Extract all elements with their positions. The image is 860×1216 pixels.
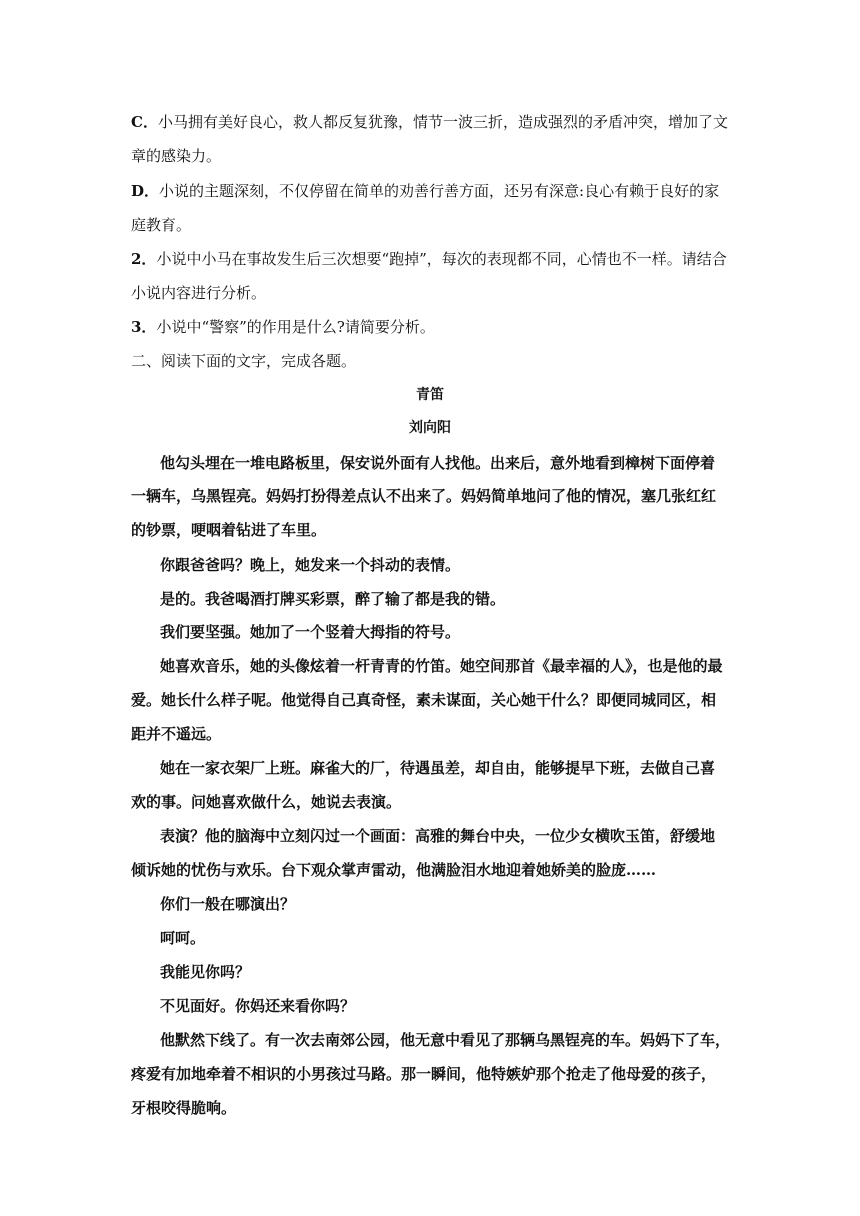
story-line: 一辆车，乌黑锃亮。妈妈打扮得差点认不出来了。妈妈简单地问了他的情况，塞几张红红 (131, 487, 717, 505)
option-c-line2: 章的感染力。 (131, 147, 222, 165)
story-line: 不见面好。你妈还来看你吗？ (160, 997, 356, 1015)
question-3-text: 小说中“警察”的作用是什么?请简要分析。 (156, 318, 435, 336)
option-d-line2: 庭教育。 (131, 216, 192, 234)
story-line: 她在一家衣架厂上班。麻雀大的厂，待遇虽差，却自由，能够提早下班，去做自己喜 (160, 759, 716, 777)
story-line: 我们要坚强。她加了一个竖着大拇指的符号。 (160, 623, 461, 641)
option-d-text: 小说的主题深刻，不仅停留在简单的劝善行善方面，还另有深意:良心有赖于良好的家 (159, 182, 720, 200)
story-line: 你们一般在哪演出？ (160, 895, 296, 913)
story-line: 她喜欢音乐，她的头像炫着一杆青青的竹笛。她空间那首《最幸福的人》，也是他的最 (160, 657, 723, 675)
story-line: 欢的事。问她喜欢做什么，她说去表演。 (131, 793, 402, 811)
question-2-line2: 小说内容进行分析。 (131, 284, 267, 302)
story-line: 距并不遥远。 (131, 725, 222, 743)
option-c-text: 小马拥有美好良心，救人都反复犹豫，情节一波三折，造成强烈的矛盾冲突，增加了文 (157, 113, 728, 131)
story-line: 疼爱有加地牵着不相识的小男孩过马路。那一瞬间，他特嫉妒那个抢走了他母爱的孩子， (131, 1065, 717, 1083)
story-line: 倾诉她的忧伤与欢乐。台下观众掌声雷动，他满脸泪水地迎着她娇美的脸庞…… (131, 861, 657, 879)
story-line: 爱。她长什么样子呢。他觉得自己真奇怪，素未谋面，关心她干什么？即便同城同区，相 (131, 691, 717, 709)
story-line: 的钞票，哽咽着钻进了车里。 (131, 521, 327, 539)
option-d-letter: D． (131, 182, 160, 200)
option-d-line1 (131, 180, 719, 201)
question-3-line1 (131, 316, 435, 337)
story-line: 我能见你吗？ (160, 963, 251, 981)
story-line: 表演？他的脑海中立刻闪过一个画面：高雅的舞台中央，一位少女横吹玉笛，舒缓地 (160, 827, 716, 845)
story-line: 呵呵。 (160, 929, 206, 947)
story-line: 他默然下线了。有一次去南郊公园，他无意中看见了那辆乌黑锃亮的车。妈妈下了车， (160, 1031, 731, 1049)
option-c-letter: C． (131, 113, 158, 131)
story-line: 他勾头埋在一堆电路板里，保安说外面有人找他。出来后，意外地看到樟树下面停着 (160, 454, 716, 472)
story-line: 是的。我爸喝酒打牌买彩票，醉了输了都是我的错。 (160, 590, 506, 608)
story-author: 刘向阳 (409, 420, 451, 436)
story-line: 牙根咬得脆响。 (131, 1099, 237, 1117)
question-2-text: 小说中小马在事故发生后三次想要“跑掉”，每次的表现都不同，心情也不一样。请结合 (156, 250, 727, 268)
story-line: 你跟爸爸吗？晚上，她发来一个抖动的表情。 (160, 556, 461, 574)
question-2-number: 2． (131, 250, 157, 268)
question-3-number: 3． (131, 318, 157, 336)
question-2-line1 (131, 248, 727, 269)
section-2-heading: 二、阅读下面的文字，完成各题。 (131, 352, 357, 370)
option-c-line1 (131, 111, 728, 132)
story-title: 青笛 (416, 387, 444, 403)
